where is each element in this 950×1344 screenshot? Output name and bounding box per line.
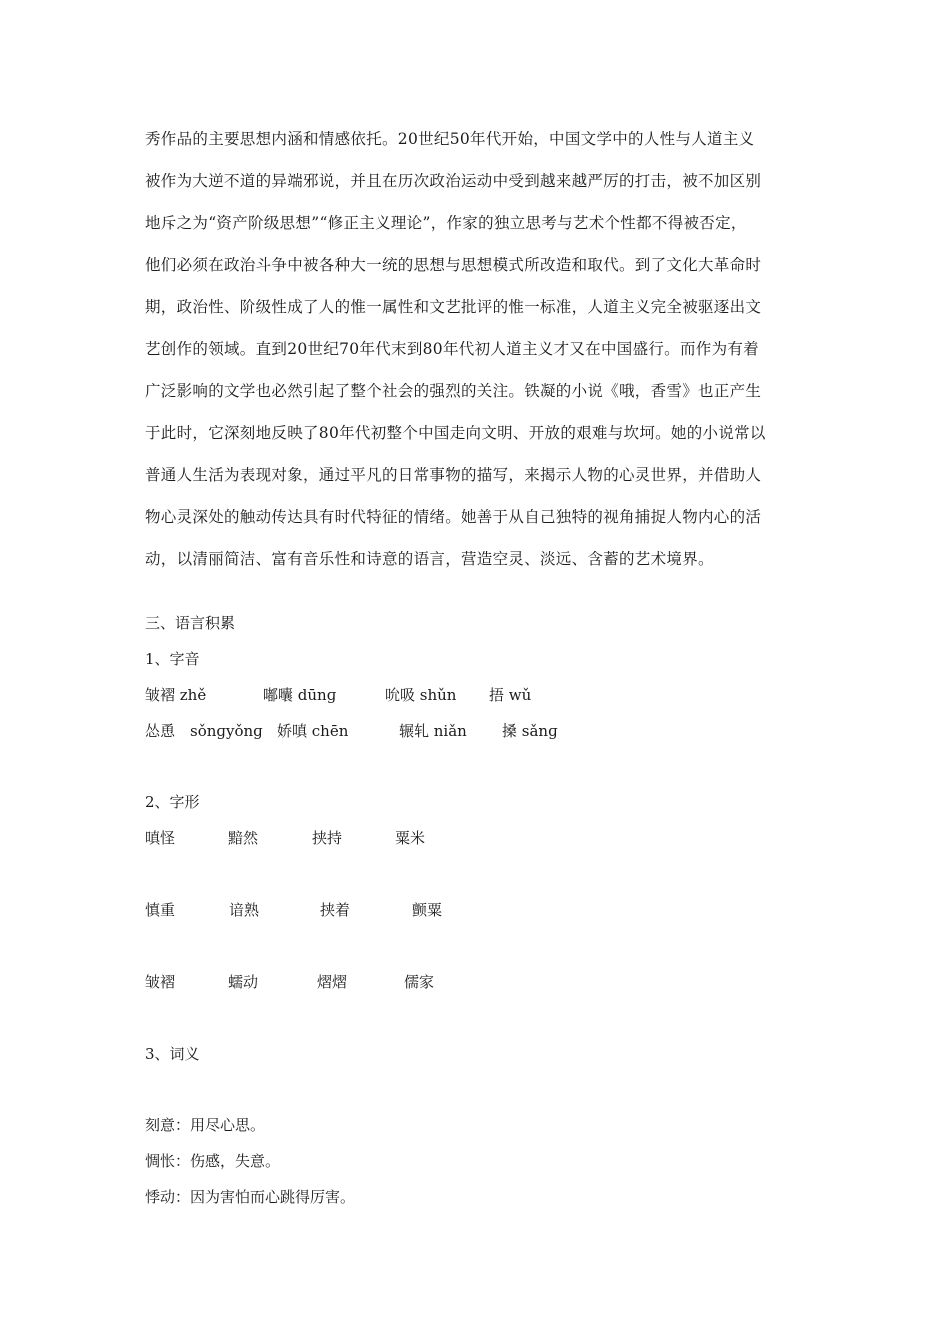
pronunciation-item: 嘟囔 dūnɡ [263, 686, 337, 704]
pronunciation-item: 皱褶 zhě [145, 686, 207, 704]
character-form-item: 嗔怪 [145, 829, 176, 847]
character-form-item: 谙熟 [229, 901, 260, 919]
character-form-item: 颤粟 [412, 901, 443, 919]
paragraph-line: 秀作品的主要思想内涵和情感依托。20世纪50年代开始，中国文学中的人性与人道主义 [145, 130, 755, 148]
character-form-item: 粟米 [395, 829, 426, 847]
paragraph-line: 他们必须在政治斗争中被各种大一统的思想与思想模式所改造和取代。到了文化大革命时 [145, 256, 762, 274]
pronunciation-item: 怂恿 sǒnɡyǒnɡ [145, 722, 263, 740]
character-form-item: 皱褶 [145, 973, 176, 991]
word-meaning-item: 惆怅：伤感，失意。 [145, 1152, 281, 1170]
pronunciation-item: 娇嗔 chēn [277, 722, 349, 740]
paragraph-line: 被作为大逆不道的异端邪说，并且在历次政治运动中受到越来越严厉的打击，被不加区别 [145, 172, 762, 190]
character-form-item: 挟持 [312, 829, 343, 847]
character-form-item: 儒家 [404, 973, 435, 991]
character-form-heading: 2、字形 [145, 793, 200, 811]
paragraph-line: 期，政治性、阶级性成了人的惟一属性和文艺批评的惟一标准，人道主义完全被驱逐出文 [145, 298, 762, 316]
character-form-item: 慎重 [145, 901, 176, 919]
character-form-item: 蠕动 [228, 973, 259, 991]
pronunciation-item: 辗轧 niǎn [399, 722, 467, 740]
paragraph-line: 普通人生活为表现对象，通过平凡的日常事物的描写，来揭示人物的心灵世界，并借助人 [145, 466, 762, 484]
paragraph-line: 艺创作的领域。直到20世纪70年代末到80年代初人道主义才又在中国盛行。而作为有着 [145, 340, 759, 358]
paragraph-line: 物心灵深处的触动传达具有时代特征的情绪。她善于从自己独特的视角捕捉人物内心的活 [145, 508, 762, 526]
character-form-item: 熠熠 [317, 973, 348, 991]
paragraph-line: 广泛影响的文学也必然引起了整个社会的强烈的关注。铁凝的小说《哦，香雪》也正产生 [145, 382, 762, 400]
paragraph-line: 动，以清丽简洁、富有音乐性和诗意的语言，营造空灵、淡远、含蓄的艺术境界。 [145, 550, 714, 568]
pronunciation-item: 搡 sǎnɡ [502, 722, 558, 740]
character-form-item: 挟着 [320, 901, 351, 919]
word-meaning-item: 刻意：用尽心思。 [145, 1116, 266, 1134]
paragraph-line: 地斥之为“资产阶级思想”“修正主义理论”，作家的独立思考与艺术个性都不得被否定， [145, 214, 747, 232]
character-form-item: 黯然 [228, 829, 259, 847]
word-meaning-heading: 3、词义 [145, 1045, 200, 1063]
pronunciation-heading: 1、字音 [145, 650, 200, 668]
paragraph-line: 于此时，它深刻地反映了80年代初整个中国走向文明、开放的艰难与坎坷。她的小说常以 [145, 424, 766, 442]
pronunciation-item: 捂 wǔ [489, 686, 532, 704]
pronunciation-item: 吮吸 shǔn [385, 686, 457, 704]
section-heading: 三、语言积累 [145, 614, 236, 632]
word-meaning-item: 悸动：因为害怕而心跳得厉害。 [145, 1188, 356, 1206]
